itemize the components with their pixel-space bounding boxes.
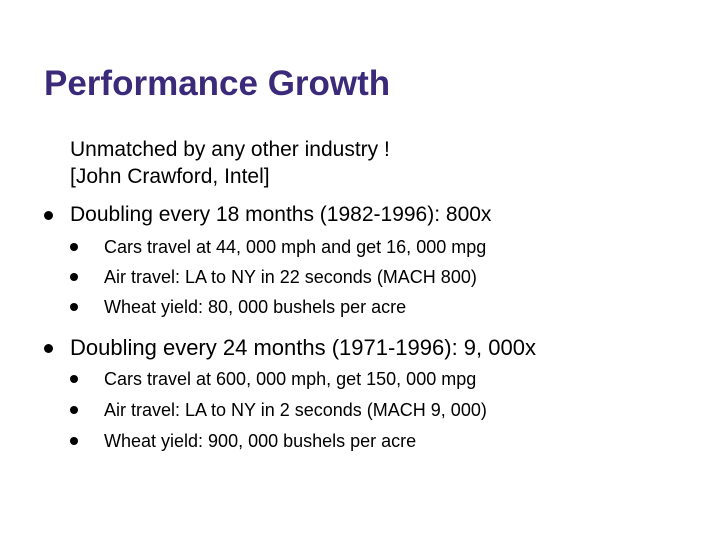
sub-bullet-text: Air travel: LA to NY in 2 seconds (MACH 9, 000) <box>104 400 487 420</box>
intro-line-1: Unmatched by any other industry ! <box>70 138 390 161</box>
bullet-point-2-text: Doubling every 24 months (1971-1996): 9, 000x <box>70 335 536 360</box>
sub-bullet-text: Wheat yield: 900, 000 bushels per acre <box>104 431 417 451</box>
bullet-dot-icon <box>70 375 78 383</box>
sub-bullet-text: Cars travel at 600, 000 mph, get 150, 000 mpg <box>104 369 477 389</box>
bullet-dot-icon <box>70 406 78 414</box>
bullet-dot-icon <box>70 243 78 251</box>
bullet-dot-icon <box>70 303 78 311</box>
intro-text <box>70 136 390 190</box>
bullet-dot-icon <box>44 344 53 353</box>
sub-bullet-text: Wheat yield: 80, 000 bushels per acre <box>104 297 407 317</box>
intro-line-2: [John Crawford, Intel] <box>70 165 270 188</box>
bullet-point-1-text: Doubling every 18 months (1982-1996): 800x <box>70 203 492 226</box>
bullet-dot-icon <box>70 273 78 281</box>
bullet-dot-icon <box>70 437 78 445</box>
slide-title: Performance Growth <box>44 64 391 103</box>
sub-bullet-text: Cars travel at 44, 000 mph and get 16, 000 mpg <box>104 237 487 257</box>
sub-bullet-text: Air travel: LA to NY in 22 seconds (MACH 800) <box>104 267 477 287</box>
bullet-dot-icon <box>44 211 53 220</box>
